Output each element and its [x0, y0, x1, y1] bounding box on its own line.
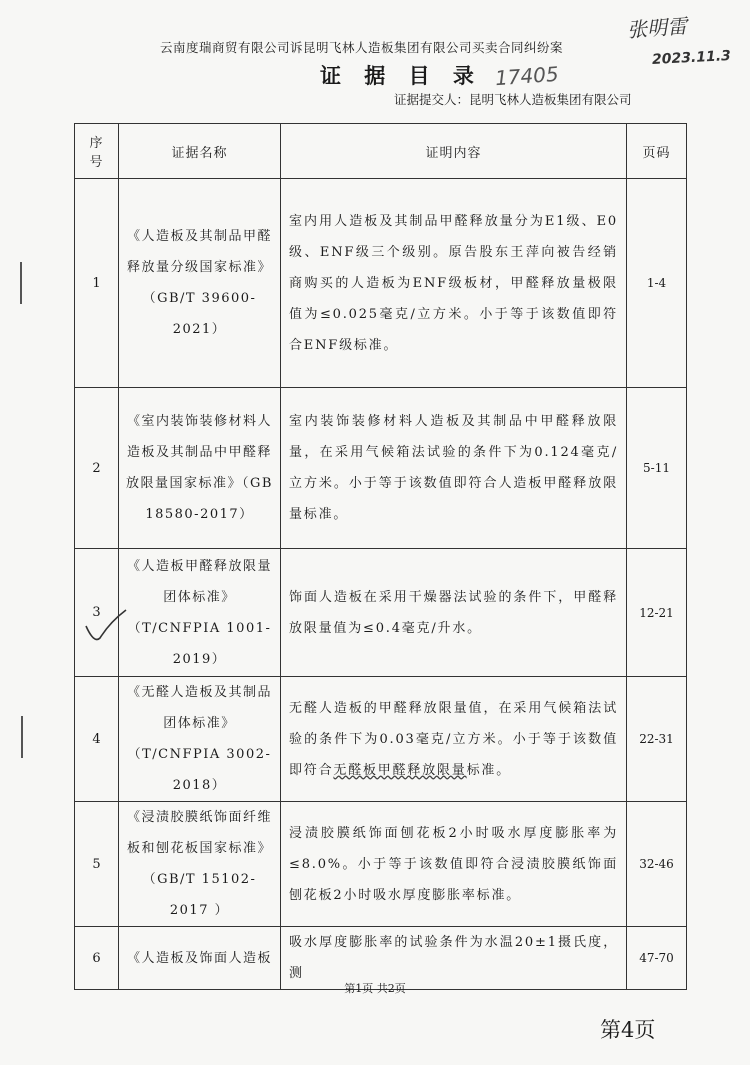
handwritten-date: 2023.11.3: [651, 47, 732, 69]
table-row: [75, 179, 687, 388]
page-info: 第1页 共2页: [344, 982, 406, 995]
row-no: 5: [75, 802, 119, 927]
underlined-text: 无醛板甲醛释放限量: [333, 762, 467, 778]
binding-mark-top: [20, 262, 22, 304]
proof-text: 无醛人造板的甲醛释放限量值，在采用气候箱法试验的条件下为0.03毫克/立方米。小于等于该数值即符合: [289, 700, 618, 778]
page-stamp: 第4页: [600, 1018, 656, 1042]
row-proof: 吸水厚度膨胀率的试验条件为水温20±1摄氏度，测: [281, 927, 627, 990]
handwritten-name: 张明雷: [626, 13, 688, 43]
row-pages: 12-21: [627, 549, 687, 677]
row-name: 《人造板甲醛释放限量团体标准》（T/CNFPIA 1001-2019）: [119, 549, 281, 677]
row-pages: 1-4: [627, 179, 687, 388]
row-name: 《人造板及饰面人造板: [119, 927, 281, 990]
submitter-line: 证据提交人：昆明飞林人造板集团有限公司: [394, 92, 632, 107]
document-title: 证 据 目 录: [320, 63, 482, 88]
row-pages: 5-11: [627, 388, 687, 549]
row-name: 《室内装饰装修材料人造板及其制品中甲醛释放限量国家标准》（GB 18580-2017）: [119, 388, 281, 549]
header-proof: 证明内容: [281, 124, 627, 179]
row-proof: [281, 677, 627, 802]
row-no: 4: [75, 677, 119, 802]
row-proof: 浸渍胶膜纸饰面刨花板2小时吸水厚度膨胀率为≤8.0%。小于等于该数值即符合浸渍胶膜纸饰面刨花板2小时吸水厚度膨胀率标准。: [281, 802, 627, 927]
row-no: 3: [75, 549, 119, 677]
handwritten-number: 17405: [494, 61, 560, 91]
evidence-table: [74, 123, 687, 990]
row-pages: 47-70: [627, 927, 687, 990]
table-header-row: [75, 124, 687, 179]
row-name: 《人造板及其制品甲醛释放量分级国家标准》（GB/T 39600-2021）: [119, 179, 281, 388]
row-pages: 22-31: [627, 677, 687, 802]
binding-mark-bottom: [21, 716, 23, 758]
row-proof: 室内装饰装修材料人造板及其制品中甲醛释放限量，在采用气候箱法试验的条件下为0.124毫克/立方米。小于等于该数值即符合人造板甲醛释放限量标准。: [281, 388, 627, 549]
row-no: 6: [75, 927, 119, 990]
table-row: [75, 388, 687, 549]
row-proof: 饰面人造板在采用干燥器法试验的条件下，甲醛释放限量值为≤0.4毫克/升水。: [281, 549, 627, 677]
table-row: [75, 549, 687, 677]
row-name: 《浸渍胶膜纸饰面纤维板和刨花板国家标准》（GB/T 15102-2017 ）: [119, 802, 281, 927]
header-no: 序号: [75, 124, 119, 179]
proof-text: 标准。: [466, 762, 512, 778]
row-no: 2: [75, 388, 119, 549]
row-proof: 室内用人造板及其制品甲醛释放量分为E1级、E0级、ENF级三个级别。原告股东王萍向被告经销商购买的人造板为ENF级板材，甲醛释放量极限值为≤0.025毫克/立方米。小于等于该数值即符合ENF级标准。: [281, 179, 627, 388]
header-pages: 页码: [627, 124, 687, 179]
case-title: 云南度瑞商贸有限公司诉昆明飞林人造板集团有限公司买卖合同纠纷案: [160, 40, 564, 55]
row-pages: 32-46: [627, 802, 687, 927]
row-no: 1: [75, 179, 119, 388]
table-row: [75, 677, 687, 802]
handwritten-check-mark: [80, 604, 130, 654]
header-name: 证据名称: [119, 124, 281, 179]
row-name: 《无醛人造板及其制品团体标准》（T/CNFPIA 3002-2018）: [119, 677, 281, 802]
table-row: [75, 802, 687, 927]
